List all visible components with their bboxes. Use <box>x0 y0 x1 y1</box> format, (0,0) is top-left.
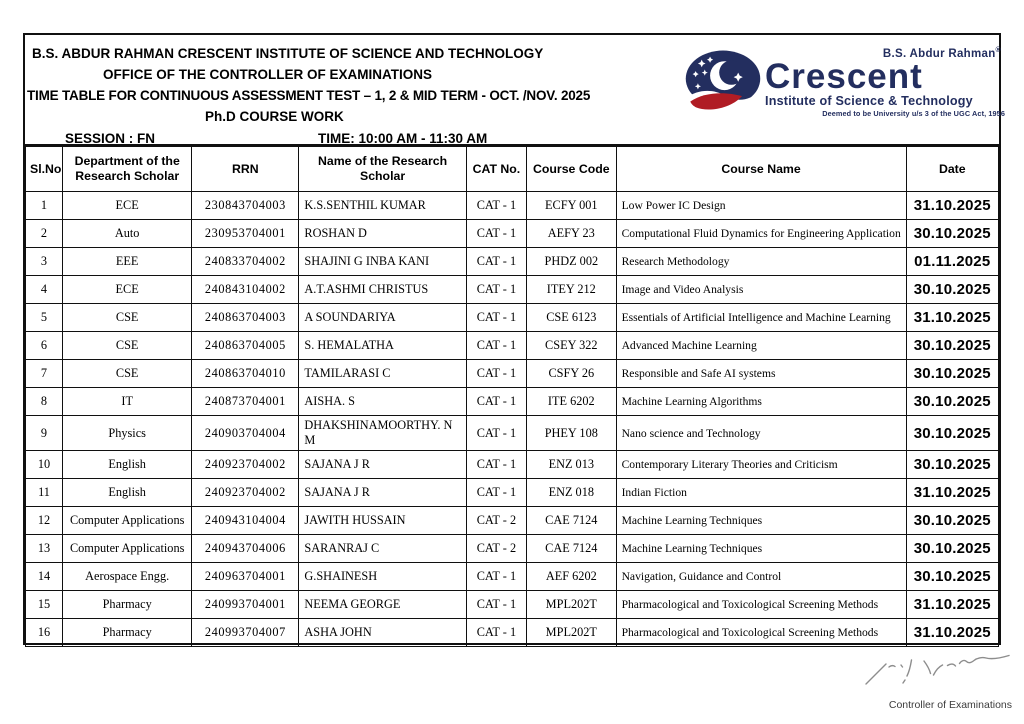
table-row <box>26 535 999 563</box>
cell-department: ECE <box>62 276 191 304</box>
cell-course-name: Machine Learning Techniques <box>616 535 906 563</box>
cell-course-name: Indian Fiction <box>616 479 906 507</box>
logo-lockup <box>685 47 1005 119</box>
cell-cat-no: CAT - 2 <box>466 507 526 535</box>
cell-rrn: 240993704001 <box>192 591 299 619</box>
cell-rrn: 240963704001 <box>192 563 299 591</box>
cell-scholar-name: AISHA. S <box>299 388 466 416</box>
cell-cat-no: CAT - 1 <box>466 332 526 360</box>
cell-date: 30.10.2025 <box>906 332 998 360</box>
header-row <box>26 147 999 192</box>
cell-date: 30.10.2025 <box>906 451 998 479</box>
cell-cat-no: CAT - 1 <box>466 479 526 507</box>
table-row <box>26 304 999 332</box>
cell-date: 30.10.2025 <box>906 563 998 591</box>
cell-department: IT <box>62 388 191 416</box>
table-row <box>26 416 999 451</box>
cell-course-name: Contemporary Literary Theories and Criticism <box>616 451 906 479</box>
cell-department: English <box>62 479 191 507</box>
cell-date: 31.10.2025 <box>906 304 998 332</box>
cell-scholar-name: JAWITH HUSSAIN <box>299 507 466 535</box>
col-header-course-code: Course Code <box>527 147 617 192</box>
cell-sl-no: 12 <box>26 507 63 535</box>
timetable-head <box>26 147 999 192</box>
col-header-rrn: RRN <box>192 147 299 192</box>
col-header-department: Department of the Research Scholar <box>62 147 191 192</box>
cell-scholar-name: DHAKSHINAMOORTHY. N M <box>299 416 466 451</box>
cell-department: Aerospace Engg. <box>62 563 191 591</box>
cell-department: Pharmacy <box>62 591 191 619</box>
cell-sl-no: 3 <box>26 248 63 276</box>
cell-date: 30.10.2025 <box>906 276 998 304</box>
cell-rrn: 240923704002 <box>192 479 299 507</box>
cell-course-code: AEFY 23 <box>527 220 617 248</box>
timetable <box>25 146 999 647</box>
cell-scholar-name: G.SHAINESH <box>299 563 466 591</box>
cell-scholar-name: ROSHAN D <box>299 220 466 248</box>
cell-scholar-name: K.S.SENTHIL KUMAR <box>299 192 466 220</box>
logo-brand-sub: Institute of Science & Technology <box>765 93 973 108</box>
cell-course-name: Nano science and Technology <box>616 416 906 451</box>
table-row <box>26 451 999 479</box>
cell-sl-no: 2 <box>26 220 63 248</box>
table-row <box>26 479 999 507</box>
cell-course-code: ENZ 018 <box>527 479 617 507</box>
cell-cat-no: CAT - 1 <box>466 591 526 619</box>
cell-sl-no: 13 <box>26 535 63 563</box>
cell-course-code: CSFY 26 <box>527 360 617 388</box>
cell-scholar-name: TAMILARASI C <box>299 360 466 388</box>
cell-department: EEE <box>62 248 191 276</box>
cell-cat-no: CAT - 1 <box>466 248 526 276</box>
cell-department: Pharmacy <box>62 619 191 647</box>
cell-scholar-name: SAJANA J R <box>299 479 466 507</box>
cell-rrn: 240863704010 <box>192 360 299 388</box>
cell-course-code: CSEY 322 <box>527 332 617 360</box>
cell-rrn: 240943704006 <box>192 535 299 563</box>
cell-cat-no: CAT - 1 <box>466 220 526 248</box>
cell-scholar-name: NEEMA GEORGE <box>299 591 466 619</box>
cell-course-code: PHDZ 002 <box>527 248 617 276</box>
cell-rrn: 240943104004 <box>192 507 299 535</box>
logo-brand-tagline: Deemed to be University u/s 3 of the UGC Act, 1956 <box>822 108 1005 118</box>
document-header <box>25 35 1005 146</box>
cell-cat-no: CAT - 1 <box>466 619 526 647</box>
cell-course-name: Research Methodology <box>616 248 906 276</box>
cell-date: 30.10.2025 <box>906 416 998 451</box>
cell-date: 30.10.2025 <box>906 360 998 388</box>
signature-block <box>850 654 1012 711</box>
cell-course-code: MPL202T <box>527 591 617 619</box>
cell-rrn: 240873704001 <box>192 388 299 416</box>
crescent-moon-stars-emblem-icon <box>685 49 761 119</box>
cell-sl-no: 8 <box>26 388 63 416</box>
table-row <box>26 619 999 647</box>
cell-date: 31.10.2025 <box>906 192 998 220</box>
cell-course-code: CAE 7124 <box>527 535 617 563</box>
signature-scribble-icon <box>862 654 1012 692</box>
timetable-title: TIME TABLE FOR CONTINUOUS ASSESSMENT TEST – 1, 2 & MID TERM - OCT. /NOV. 2025 <box>27 88 591 103</box>
cell-course-name: Image and Video Analysis <box>616 276 906 304</box>
cell-course-code: ECFY 001 <box>527 192 617 220</box>
institute-name: B.S. ABDUR RAHMAN CRESCENT INSTITUTE OF SCIENCE AND TECHNOLOGY <box>32 46 544 61</box>
cell-course-name: Machine Learning Techniques <box>616 507 906 535</box>
cell-sl-no: 16 <box>26 619 63 647</box>
header-titles <box>25 35 673 144</box>
cell-date: 30.10.2025 <box>906 507 998 535</box>
cell-rrn: 230953704001 <box>192 220 299 248</box>
brand-top-text: B.S. Abdur Rahman <box>882 47 996 60</box>
cell-date: 31.10.2025 <box>906 619 998 647</box>
cell-scholar-name: ASHA JOHN <box>299 619 466 647</box>
cell-sl-no: 7 <box>26 360 63 388</box>
cell-course-code: MPL202T <box>527 619 617 647</box>
signatory-title: Controller of Examinations <box>888 699 1012 711</box>
cell-course-name: Computational Fluid Dynamics for Engineering Application <box>616 220 906 248</box>
cell-department: Computer Applications <box>62 507 191 535</box>
table-row <box>26 192 999 220</box>
cell-department: Physics <box>62 416 191 451</box>
table-row <box>26 248 999 276</box>
cell-sl-no: 14 <box>26 563 63 591</box>
cell-date: 30.10.2025 <box>906 388 998 416</box>
table-row <box>26 507 999 535</box>
cell-cat-no: CAT - 2 <box>466 535 526 563</box>
cell-course-code: ENZ 013 <box>527 451 617 479</box>
cell-course-code: CAE 7124 <box>527 507 617 535</box>
cell-rrn: 240833704002 <box>192 248 299 276</box>
cell-cat-no: CAT - 1 <box>466 451 526 479</box>
cell-sl-no: 4 <box>26 276 63 304</box>
cell-sl-no: 1 <box>26 192 63 220</box>
cell-course-code: PHEY 108 <box>527 416 617 451</box>
cell-date: 01.11.2025 <box>906 248 998 276</box>
cell-sl-no: 6 <box>26 332 63 360</box>
cell-rrn: 240903704004 <box>192 416 299 451</box>
table-row <box>26 220 999 248</box>
course-title: Ph.D COURSE WORK <box>205 109 344 124</box>
logo-text-block <box>765 47 1005 118</box>
col-header-sl-no: Sl.No <box>26 147 63 192</box>
cell-department: CSE <box>62 332 191 360</box>
cell-date: 30.10.2025 <box>906 535 998 563</box>
cell-department: CSE <box>62 360 191 388</box>
cell-department: Auto <box>62 220 191 248</box>
session-row <box>25 128 673 149</box>
cell-scholar-name: SARANRAJ C <box>299 535 466 563</box>
cell-cat-no: CAT - 1 <box>466 388 526 416</box>
table-row <box>26 591 999 619</box>
cell-course-name: Pharmacological and Toxicological Screening Methods <box>616 619 906 647</box>
document-frame <box>23 33 1005 645</box>
cell-rrn: 240993704007 <box>192 619 299 647</box>
cell-cat-no: CAT - 1 <box>466 276 526 304</box>
cell-sl-no: 11 <box>26 479 63 507</box>
cell-rrn: 240923704002 <box>192 451 299 479</box>
cell-department: CSE <box>62 304 191 332</box>
cell-rrn: 240843104002 <box>192 276 299 304</box>
cell-department: English <box>62 451 191 479</box>
table-row <box>26 360 999 388</box>
cell-course-name: Navigation, Guidance and Control <box>616 563 906 591</box>
cell-cat-no: CAT - 1 <box>466 360 526 388</box>
cell-sl-no: 15 <box>26 591 63 619</box>
registered-mark-icon: ® <box>995 47 1001 54</box>
institute-logo <box>673 35 1005 144</box>
cell-course-code: ITE 6202 <box>527 388 617 416</box>
cell-cat-no: CAT - 1 <box>466 416 526 451</box>
cell-course-code: AEF 6202 <box>527 563 617 591</box>
table-row <box>26 563 999 591</box>
cell-course-name: Essentials of Artificial Intelligence and Machine Learning <box>616 304 906 332</box>
logo-brand-name: Crescent <box>765 56 923 96</box>
table-row <box>26 276 999 304</box>
cell-scholar-name: A.T.ASHMI CHRISTUS <box>299 276 466 304</box>
cell-course-name: Machine Learning Algorithms <box>616 388 906 416</box>
cell-scholar-name: SHAJINI G INBA KANI <box>299 248 466 276</box>
cell-rrn: 240863704003 <box>192 304 299 332</box>
cell-course-name: Low Power IC Design <box>616 192 906 220</box>
cell-rrn: 230843704003 <box>192 192 299 220</box>
table-row <box>26 388 999 416</box>
cell-rrn: 240863704005 <box>192 332 299 360</box>
session-label: SESSION : FN <box>65 131 156 146</box>
cell-scholar-name: S. HEMALATHA <box>299 332 466 360</box>
cell-department: ECE <box>62 192 191 220</box>
cell-date: 31.10.2025 <box>906 591 998 619</box>
office-name: OFFICE OF THE CONTROLLER OF EXAMINATIONS <box>103 67 432 82</box>
col-header-scholar-name: Name of the Research Scholar <box>299 147 466 192</box>
cell-scholar-name: A SOUNDARIYA <box>299 304 466 332</box>
cell-cat-no: CAT - 1 <box>466 563 526 591</box>
cell-sl-no: 9 <box>26 416 63 451</box>
cell-course-name: Advanced Machine Learning <box>616 332 906 360</box>
cell-course-name: Pharmacological and Toxicological Screening Methods <box>616 591 906 619</box>
cell-sl-no: 10 <box>26 451 63 479</box>
cell-sl-no: 5 <box>26 304 63 332</box>
cell-course-name: Responsible and Safe AI systems <box>616 360 906 388</box>
cell-cat-no: CAT - 1 <box>466 192 526 220</box>
cell-course-code: ITEY 212 <box>527 276 617 304</box>
cell-department: Computer Applications <box>62 535 191 563</box>
col-header-cat-no: CAT No. <box>466 147 526 192</box>
col-header-course-name: Course Name <box>616 147 906 192</box>
cell-course-code: CSE 6123 <box>527 304 617 332</box>
timetable-body <box>26 192 999 647</box>
cell-date: 31.10.2025 <box>906 479 998 507</box>
col-header-date: Date <box>906 147 998 192</box>
cell-scholar-name: SAJANA J R <box>299 451 466 479</box>
time-label: TIME: 10:00 AM - 11:30 AM <box>318 131 488 146</box>
table-row <box>26 332 999 360</box>
cell-cat-no: CAT - 1 <box>466 304 526 332</box>
cell-date: 30.10.2025 <box>906 220 998 248</box>
